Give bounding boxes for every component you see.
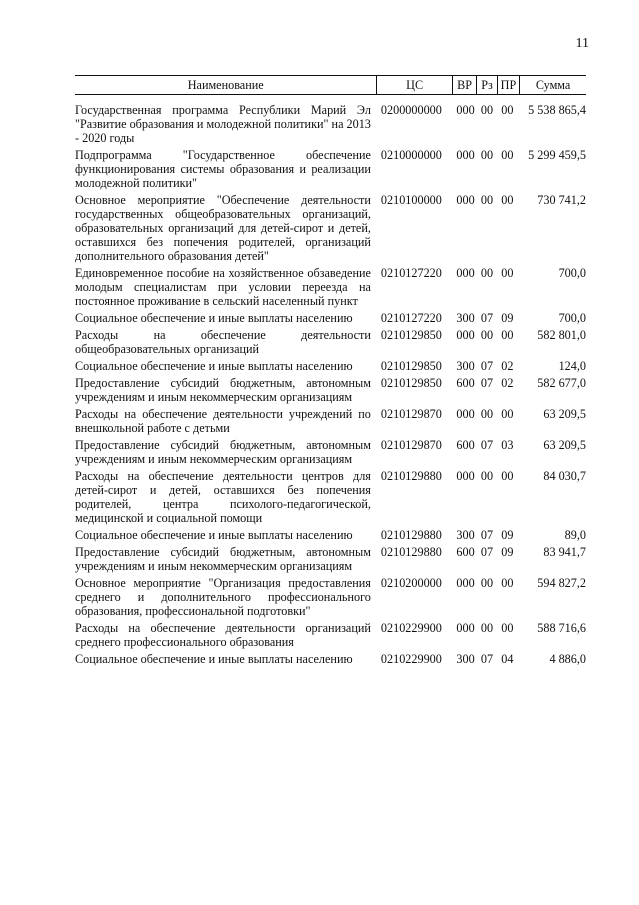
row-vr: 600: [456, 545, 475, 559]
header-name: Наименование: [75, 76, 377, 95]
row-rz: 07: [480, 528, 494, 542]
header-sum: Сумма: [520, 76, 586, 95]
table-row: [75, 407, 586, 438]
row-pr: 00: [501, 148, 514, 162]
row-vr: 300: [456, 359, 475, 373]
row-rz: 00: [480, 148, 494, 162]
row-cs: 0210229900: [380, 652, 442, 666]
row-cs: 0210129850: [380, 359, 442, 373]
row-cs: 0210129870: [380, 407, 442, 421]
row-pr: 02: [501, 376, 514, 390]
row-sum: 124,0: [558, 359, 586, 373]
row-pr: 03: [501, 438, 514, 452]
row-name: Подпрограмма "Государственное обеспечение функционирования системы образования и реализации молодежной политики": [75, 148, 371, 190]
header-vr: ВР: [452, 76, 476, 95]
row-vr: 000: [456, 266, 475, 280]
row-rz: 07: [480, 545, 494, 559]
row-sum: 582 801,0: [537, 328, 586, 342]
row-name: Расходы на обеспечение деятельности центров для детей-сирот и детей, оставшихся без попечения родителей, центра психолого-педагогической, медицинской и социальной помощи: [75, 469, 371, 525]
row-name: Основное мероприятие "Обеспечение деятельности государственных общеобразовательных организаций, образовательных организаций для детей-сирот и детей, оставшихся без попечения родителей, организаций дополнительного образования детей": [75, 193, 371, 263]
row-cs: 0210129870: [380, 438, 442, 452]
table-header: [75, 76, 586, 95]
row-rz: 00: [480, 407, 494, 421]
row-pr: 00: [501, 266, 514, 280]
row-rz: 07: [480, 652, 494, 666]
row-rz: 07: [480, 359, 494, 373]
table-row: [75, 311, 586, 328]
row-sum: 5 538 865,4: [528, 103, 586, 117]
row-name: Социальное обеспечение и иные выплаты населению: [75, 359, 353, 373]
row-sum: 83 941,7: [543, 545, 586, 559]
row-name: Социальное обеспечение и иные выплаты населению: [75, 528, 353, 542]
table-row: [75, 528, 586, 545]
row-vr: 600: [456, 438, 475, 452]
row-pr: 04: [501, 652, 514, 666]
row-vr: 300: [456, 652, 475, 666]
row-cs: 0200000000: [380, 103, 442, 117]
table-row: [75, 359, 586, 376]
row-pr: 00: [501, 328, 514, 342]
table-row: [75, 95, 586, 149]
row-vr: 000: [456, 407, 475, 421]
row-vr: 000: [456, 103, 475, 117]
row-sum: 700,0: [558, 266, 586, 280]
row-cs: 0210127220: [380, 266, 442, 280]
row-cs: 0210129880: [380, 469, 442, 483]
row-sum: 700,0: [558, 311, 586, 325]
row-cs: 0210127220: [380, 311, 442, 325]
row-vr: 300: [456, 528, 475, 542]
row-cs: 0210200000: [380, 576, 442, 590]
row-sum: 89,0: [564, 528, 586, 542]
row-rz: 00: [480, 328, 494, 342]
row-pr: 00: [501, 576, 514, 590]
row-cs: 0210100000: [380, 193, 442, 207]
table-row: [75, 193, 586, 266]
row-cs: 0210129880: [380, 545, 442, 559]
row-sum: 5 299 459,5: [528, 148, 586, 162]
row-rz: 00: [480, 576, 494, 590]
table-row: [75, 328, 586, 359]
row-name: Расходы на обеспечение деятельности учреждений по внешкольной работе с детьми: [75, 407, 371, 435]
table-row: [75, 376, 586, 407]
table-row: [75, 576, 586, 621]
row-vr: 000: [456, 328, 475, 342]
row-sum: 63 209,5: [543, 407, 586, 421]
row-sum: 63 209,5: [543, 438, 586, 452]
table-row: [75, 438, 586, 469]
table-row: [75, 148, 586, 193]
row-name: Государственная программа Республики Марий Эл "Развитие образования и молодежной политики" на 2013 - 2020 годы: [75, 103, 371, 145]
table-body: [75, 95, 586, 670]
table-row: [75, 469, 586, 528]
row-sum: 582 677,0: [537, 376, 586, 390]
row-vr: 000: [456, 148, 475, 162]
row-pr: 00: [501, 103, 514, 117]
row-rz: 07: [480, 438, 494, 452]
table-row: [75, 621, 586, 652]
row-rz: 00: [480, 469, 494, 483]
row-name: Предоставление субсидий бюджетным, автономным учреждениям и иным некоммерческим организациям: [75, 376, 371, 404]
header-pr: ПР: [497, 76, 519, 95]
row-vr: 300: [456, 311, 475, 325]
row-pr: 09: [501, 528, 514, 542]
table-row: [75, 652, 586, 669]
row-cs: 0210129850: [380, 376, 442, 390]
row-vr: 000: [456, 469, 475, 483]
row-cs: 0210129880: [380, 528, 442, 542]
row-vr: 000: [456, 576, 475, 590]
row-sum: 594 827,2: [537, 576, 586, 590]
table-row: [75, 545, 586, 576]
row-sum: 588 716,6: [537, 621, 586, 635]
row-name: Социальное обеспечение и иные выплаты населению: [75, 652, 353, 666]
row-rz: 00: [480, 103, 494, 117]
row-name: Основное мероприятие "Организация предоставления среднего и дополнительного профессионального образования, профессиональной подготовки": [75, 576, 371, 618]
row-name: Расходы на обеспечение деятельности общеобразовательных организаций: [75, 328, 371, 356]
page-number: 11: [575, 36, 589, 51]
row-rz: 00: [480, 266, 494, 280]
row-name: Предоставление субсидий бюджетным, автономным учреждениям и иным некоммерческим организациям: [75, 545, 371, 573]
row-pr: 00: [501, 407, 514, 421]
row-pr: 00: [501, 621, 514, 635]
row-pr: 00: [501, 193, 514, 207]
row-sum: 84 030,7: [543, 469, 586, 483]
row-vr: 000: [456, 193, 475, 207]
row-pr: 09: [501, 545, 514, 559]
row-name: Единовременное пособие на хозяйственное обзаведение молодым специалистам при условии переезда на постоянное проживание в сельский населенный пункт: [75, 266, 371, 308]
row-vr: 600: [456, 376, 475, 390]
row-rz: 00: [480, 621, 494, 635]
row-name: Предоставление субсидий бюджетным, автономным учреждениям и иным некоммерческим организациям: [75, 438, 371, 466]
row-pr: 02: [501, 359, 514, 373]
row-rz: 07: [480, 311, 494, 325]
row-cs: 0210129850: [380, 328, 442, 342]
row-cs: 0210000000: [380, 148, 442, 162]
row-sum: 730 741,2: [537, 193, 586, 207]
header-cs: ЦС: [377, 76, 452, 95]
row-name: Социальное обеспечение и иные выплаты населению: [75, 311, 353, 325]
row-rz: 00: [480, 193, 494, 207]
budget-table: [75, 75, 586, 669]
row-pr: 00: [501, 469, 514, 483]
row-vr: 000: [456, 621, 475, 635]
row-name: Расходы на обеспечение деятельности организаций среднего профессионального образования: [75, 621, 371, 649]
header-rz: Рз: [477, 76, 497, 95]
table-row: [75, 266, 586, 311]
row-pr: 09: [501, 311, 514, 325]
row-rz: 07: [480, 376, 494, 390]
row-cs: 0210229900: [380, 621, 442, 635]
row-sum: 4 886,0: [549, 652, 586, 666]
